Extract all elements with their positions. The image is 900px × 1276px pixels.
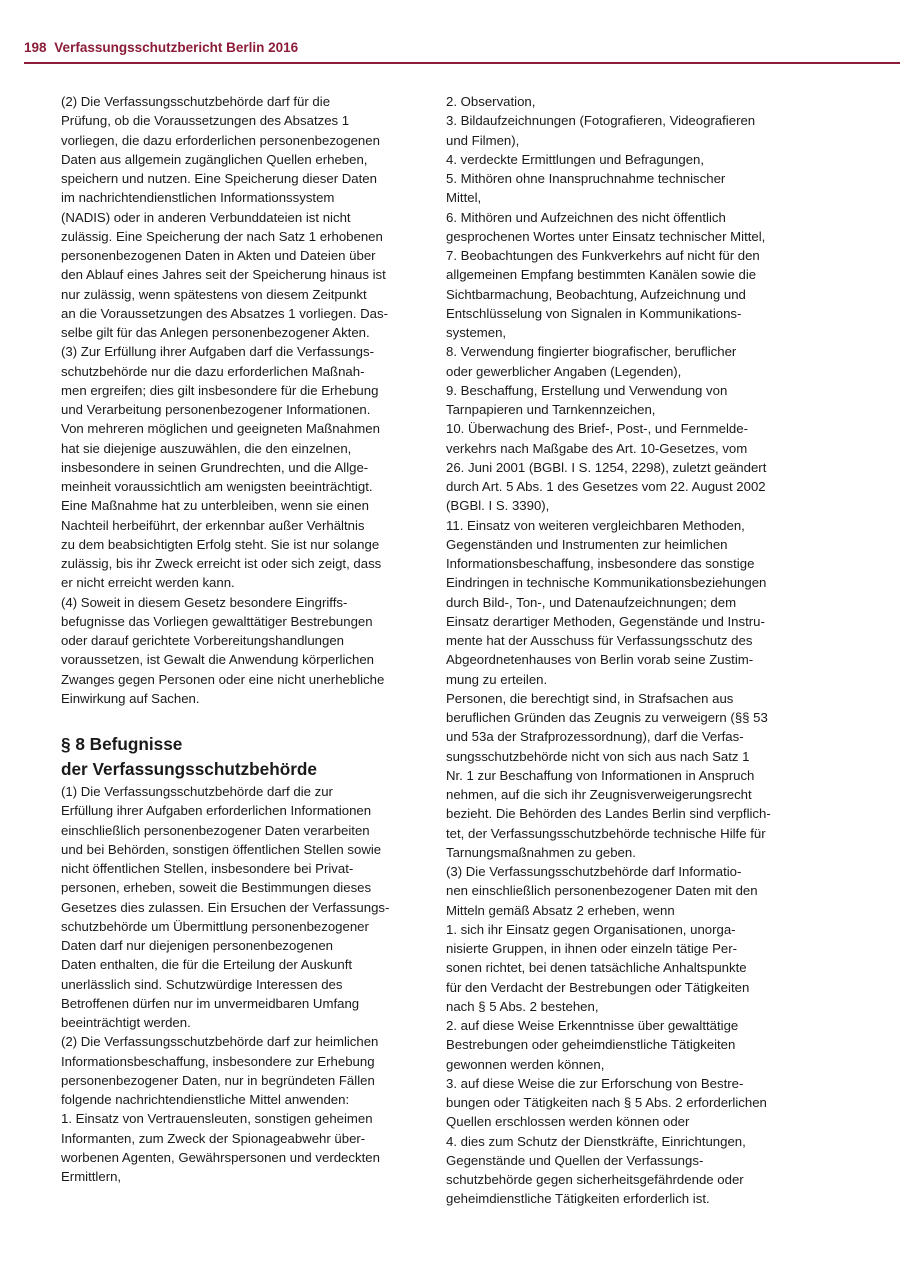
- text-line: nicht öffentlichen Stellen, insbesondere bei Privat-: [61, 861, 354, 876]
- text-line: zulässig, bis ihr Zweck erreicht ist oder sich zeigt, dass: [61, 556, 382, 571]
- text-line: gewonnen werden können,: [446, 1056, 605, 1072]
- text-line: 11. Einsatz von weiteren vergleichbaren Methoden,: [446, 517, 745, 533]
- text-line: meinheit voraussichtlich am wenigsten beeinträchtigt.: [61, 479, 373, 494]
- text-line: Prüfung, ob die Voraussetzungen des Absatzes 1: [61, 113, 350, 129]
- text-line: nen einschließlich personenbezogener Daten mit den: [446, 883, 758, 899]
- text-line: Betroffenen dürfen nur im unvermeidbaren Umfang: [61, 995, 360, 1011]
- text-line: (3) Zur Erfüllung ihrer Aufgaben darf die Verfassungs-: [61, 344, 375, 360]
- text-line: nisierte Gruppen, in ihnen oder einzeln tätige Per-: [446, 941, 738, 956]
- text-line: tet, der Verfassungsschutzbehörde technische Hilfe für: [446, 825, 766, 841]
- right-column: [446, 92, 791, 1209]
- text-line: befugnisse das Vorliegen gewalttätiger Bestrebungen: [61, 613, 373, 629]
- header-rule: [24, 62, 900, 64]
- text-line: Informationsbeschaffung, insbesondere das sonstige: [446, 556, 755, 571]
- text-line: insbesondere in seinen Grundrechten, und die Allge-: [61, 459, 369, 475]
- text-line: nur zulässig, wenn spätestens von diesem Zeitpunkt: [61, 286, 367, 302]
- text-line: 9. Beschaffung, Erstellung und Verwendung von: [446, 382, 728, 398]
- text-line: schutzbehörde um Übermittlung personenbezogener: [61, 918, 369, 934]
- text-line: systemen,: [446, 325, 507, 340]
- text-line: Bestrebungen oder geheimdienstliche Tätigkeiten: [446, 1037, 736, 1053]
- text-line: 3. Bildaufzeichnungen (Fotografieren, Videografieren: [446, 113, 756, 129]
- text-line: 10. Überwachung des Brief-, Post-, und Fernmelde-: [446, 421, 748, 437]
- text-line: personen, erheben, soweit die Bestimmungen dieses: [61, 880, 372, 896]
- text-line: sungsschutzbehörde nicht von sich aus nach Satz 1: [446, 748, 750, 764]
- text-line: zu dem beabsichtigten Erfolg steht. Sie ist nur solange: [61, 536, 380, 552]
- text-line: 2. auf diese Weise Erkenntnisse über gewalttätige: [446, 1018, 739, 1033]
- text-line: oder darauf gerichtete Vorbereitungshandlungen: [61, 633, 345, 648]
- text-line: Eine Maßnahme hat zu unterbleiben, wenn sie einen: [61, 498, 369, 514]
- text-line: im nachrichtendienstlichen Informationssystem: [61, 190, 335, 206]
- text-line: 3. auf diese Weise die zur Erforschung von Bestre-: [446, 1075, 744, 1091]
- text-line: Einsatz derartiger Methoden, Gegenstände und Instru-: [446, 613, 765, 629]
- text-line: beeinträchtigt werden.: [61, 1015, 191, 1030]
- section-heading-line1: § 8 Befugnisse: [61, 734, 183, 754]
- text-line: verkehrs nach Maßgabe des Art. 10-Gesetzes, vom: [446, 440, 748, 456]
- text-line: Sichtbarmachung, Beobachtung, Aufzeichnung und: [446, 286, 746, 302]
- text-line: und Filmen),: [446, 132, 520, 148]
- section-heading-line2: der Verfassungsschutzbehörde: [61, 759, 317, 779]
- text-line: selbe gilt für das Anlegen personenbezogener Akten.: [61, 325, 370, 340]
- text-line: Erfüllung ihrer Aufgaben erforderlichen Informationen: [61, 803, 372, 819]
- text-line: (3) Die Verfassungsschutzbehörde darf Informatio-: [446, 864, 742, 879]
- text-line: durch Art. 5 Abs. 1 des Gesetzes vom 22. August 2002: [446, 479, 766, 494]
- text-line: Von mehreren möglichen und geeigneten Maßnahmen: [61, 421, 380, 437]
- text-line: Zwanges gegen Personen oder eine nicht unerhebliche: [61, 671, 385, 687]
- text-line: (BGBl. I S. 3390),: [446, 498, 550, 514]
- text-line: beruflichen Gründen das Zeugnis zu verweigern (§§ 53: [446, 710, 768, 725]
- text-line: (2) Die Verfassungsschutzbehörde darf zur heimlichen: [61, 1034, 379, 1050]
- report-title: Verfassungsschutzbericht Berlin 2016: [54, 40, 299, 55]
- text-line: Gegenstände und Quellen der Verfassungs-: [446, 1152, 704, 1168]
- text-line: (NADIS) oder in anderen Verbunddateien ist nicht: [61, 209, 351, 225]
- text-line: personenbezogenen Daten in Akten und Dateien über: [61, 248, 376, 263]
- text-line: und 53a der Strafprozessordnung), darf die Verfas-: [446, 729, 744, 745]
- text-line: sonen richtet, bei denen tatsächliche Anhaltspunkte: [446, 960, 747, 976]
- text-line: bungen oder Tätigkeiten nach § 5 Abs. 2 erforderlichen: [446, 1095, 767, 1110]
- text-line: nehmen, auf die sich ihr Zeugnisverweigerungsrecht: [446, 787, 752, 802]
- text-line: und Verarbeitung personenbezogener Informationen.: [61, 402, 371, 417]
- text-line: hat sie diejenige auszuwählen, die den einzelnen,: [61, 440, 352, 456]
- text-line: Gegenständen und Instrumenten zur heimlichen: [446, 536, 728, 552]
- text-line: oder gewerblicher Angaben (Legenden),: [446, 363, 682, 379]
- text-line: 1. sich ihr Einsatz gegen Organisationen, unorga-: [446, 921, 736, 937]
- text-line: den Ablauf eines Jahres seit der Speicherung hinaus ist: [61, 267, 386, 283]
- section-gap: [61, 708, 404, 732]
- text-line: (1) Die Verfassungsschutzbehörde darf die zur: [61, 784, 333, 799]
- text-line: Ermittlern,: [61, 1169, 122, 1184]
- text-line: 1. Einsatz von Vertrauensleuten, sonstigen geheimen: [61, 1111, 373, 1127]
- text-line: bezieht. Die Behörden des Landes Berlin sind verpflich-: [446, 806, 771, 822]
- text-line: durch Bild-, Ton-, und Datenaufzeichnungen; dem: [446, 594, 737, 610]
- text-line: Daten aus allgemein zugänglichen Quellen erheben,: [61, 151, 368, 167]
- text-line: folgende nachrichtendienstliche Mittel anwenden:: [61, 1092, 350, 1107]
- page-number: 198: [24, 40, 47, 55]
- text-line: schutzbehörde nur die dazu erforderlichen Maßnah-: [61, 363, 365, 379]
- text-line: Tarnungsmaßnahmen zu geben.: [446, 844, 636, 860]
- text-line: 26. Juni 2001 (BGBl. I S. 1254, 2298), zuletzt geändert: [446, 459, 767, 475]
- text-line: voraussetzen, ist Gewalt die Anwendung körperlichen: [61, 652, 375, 668]
- text-line: 5. Mithören ohne Inanspruchnahme technischer: [446, 171, 726, 186]
- text-line: geheimdienstliche Tätigkeiten erforderlich ist.: [446, 1191, 710, 1207]
- text-line: schutzbehörde gegen sicherheitsgefährdende oder: [446, 1172, 744, 1187]
- text-line: speichern und nutzen. Eine Speicherung dieser Daten: [61, 171, 377, 186]
- text-line: Tarnpapieren und Tarnkennzeichen,: [446, 402, 656, 417]
- text-line: vorliegen, die dazu erforderlichen personenbezogenen: [61, 132, 380, 148]
- text-line: er nicht erreicht werden kann.: [61, 575, 235, 591]
- text-line: 6. Mithören und Aufzeichnen des nicht öffentlich: [446, 209, 726, 225]
- text-line: Mitteln gemäß Absatz 2 erheben, wenn: [446, 902, 675, 918]
- text-line: worbenen Agenten, Gewährspersonen und verdeckten: [61, 1149, 380, 1165]
- left-column: [61, 92, 404, 1186]
- text-line: für den Verdacht der Bestrebungen oder Tätigkeiten: [446, 979, 750, 995]
- text-line: mung zu erteilen.: [446, 671, 548, 687]
- text-line: 7. Beobachtungen des Funkverkehrs auf nicht für den: [446, 248, 760, 263]
- text-line: Informanten, zum Zweck der Spionageabwehr über-: [61, 1130, 366, 1146]
- text-line: Daten darf nur diejenigen personenbezogenen: [61, 938, 334, 953]
- text-line: Mittel,: [446, 190, 482, 206]
- text-line: 2. Observation,: [446, 94, 536, 109]
- text-line: gesprochenen Wortes unter Einsatz technischer Mittel,: [446, 228, 766, 244]
- text-line: Eindringen in technische Kommunikationsbeziehungen: [446, 575, 767, 591]
- section-heading: [61, 732, 404, 757]
- text-line: Informationsbeschaffung, insbesondere zur Erhebung: [61, 1053, 375, 1069]
- text-line: Abgeordnetenhauses von Berlin vorab seine Zustim-: [446, 652, 754, 668]
- text-line: (2) Die Verfassungsschutzbehörde darf für die: [61, 94, 331, 109]
- text-line: men ergreifen; dies gilt insbesondere für die Erhebung: [61, 382, 379, 398]
- text-line: Entschlüsselung von Signalen in Kommunikations-: [446, 305, 742, 321]
- text-line: und bei Behörden, sonstigen öffentlichen Stellen sowie: [61, 841, 382, 857]
- text-line: mente hat der Ausschuss für Verfassungsschutz des: [446, 633, 753, 648]
- text-line: personenbezogener Daten, nur in begründeten Fällen: [61, 1072, 375, 1088]
- text-line: unerlässlich sind. Schutzwürdige Interessen des: [61, 976, 343, 992]
- text-line: Quellen erschlossen werden können oder: [446, 1114, 690, 1130]
- text-line: zulässig. Eine Speicherung der nach Satz 1 erhobenen: [61, 228, 383, 244]
- text-line: an die Voraussetzungen des Absatzes 1 vorliegen. Das-: [61, 305, 388, 321]
- text-line: einschließlich personenbezogener Daten verarbeiten: [61, 822, 370, 838]
- text-line: Gesetzes dies zulassen. Ein Ersuchen der Verfassungs-: [61, 899, 390, 915]
- page-header: [24, 40, 298, 55]
- text-line: 4. dies zum Schutz der Dienstkräfte, Einrichtungen,: [446, 1133, 746, 1149]
- paragraphs-section-8: [61, 782, 404, 1186]
- text-line: nach § 5 Abs. 2 bestehen,: [446, 998, 599, 1014]
- text-line: Nr. 1 zur Beschaffung von Informationen in Anspruch: [446, 767, 755, 783]
- text-line: allgemeinen Empfang bestimmten Kanälen sowie die: [446, 267, 757, 283]
- paragraphs-section-7: [61, 92, 404, 708]
- text-line: 4. verdeckte Ermittlungen und Befragungen,: [446, 151, 705, 167]
- text-line: Nachteil herbeiführt, der erkennbar außer Verhältnis: [61, 517, 365, 533]
- text-line: Einwirkung auf Sachen.: [61, 690, 200, 706]
- text-line: Daten enthalten, die für die Erteilung der Auskunft: [61, 957, 353, 973]
- section-heading-2: [61, 757, 404, 782]
- text-line: 8. Verwendung fingierter biografischer, beruflicher: [446, 344, 737, 360]
- text-line: (4) Soweit in diesem Gesetz besondere Eingriffs-: [61, 594, 348, 610]
- text-line: Personen, die berechtigt sind, in Strafsachen aus: [446, 690, 734, 706]
